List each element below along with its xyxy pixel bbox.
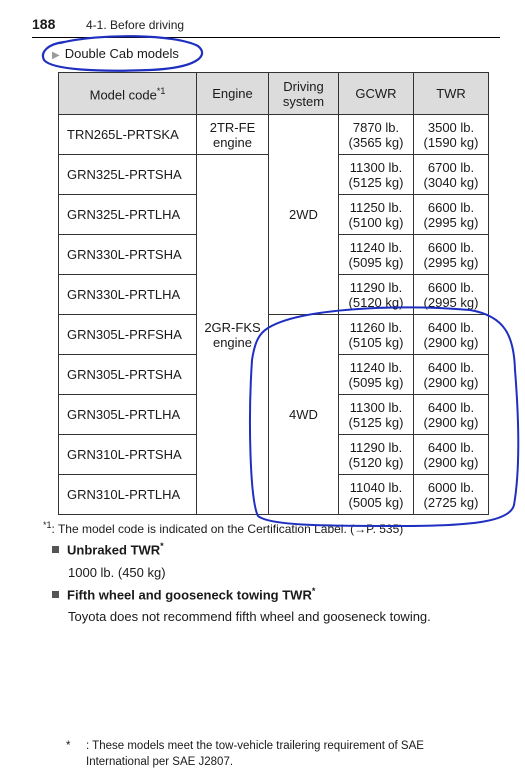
gcwr-cell: 11240 lb. (5095 kg) — [339, 355, 414, 395]
fifth-wheel-heading: Fifth wheel and gooseneck towing TWR* — [52, 586, 315, 602]
col-header-gcwr: GCWR — [339, 73, 414, 115]
triangle-bullet-icon: ▶ — [52, 50, 60, 61]
col-header-model-code: Model code$^{*1}$ — [59, 73, 197, 115]
model-code-footnote — [43, 520, 403, 536]
model-code-cell: GRN325L-PRTSHA — [59, 155, 197, 195]
gcwr-cell: 11300 lb. (5125 kg) — [339, 395, 414, 435]
fifth-wheel-text: Toyota does not recommend fifth wheel and gooseneck towing. — [68, 609, 431, 624]
model-code-cell: TRN265L-PRTSKA — [59, 115, 197, 155]
footnote-marker: *1 — [156, 86, 166, 97]
footnote-marker: *1 — [43, 520, 52, 530]
table-row — [59, 115, 489, 155]
unbraked-twr-heading: Unbraked TWR* — [52, 541, 164, 557]
twr-cell: 6400 lb. (2900 kg) — [414, 395, 489, 435]
gcwr-cell: 11300 lb. (5125 kg) — [339, 155, 414, 195]
header-rule — [32, 37, 500, 38]
towing-capacity-table — [58, 72, 489, 515]
engine-cell: 2TR-FE engine — [197, 115, 269, 155]
model-code-cell: GRN305L-PRFSHA — [59, 315, 197, 355]
model-code-cell: GRN330L-PRTLHA — [59, 275, 197, 315]
model-code-cell: GRN310L-PRTLHA — [59, 475, 197, 515]
twr-cell: 6600 lb. (2995 kg) — [414, 275, 489, 315]
twr-cell: 6400 lb. (2900 kg) — [414, 435, 489, 475]
footnote-marker: * — [311, 586, 316, 596]
subsection-heading — [52, 46, 179, 61]
drive-cell: 4WD — [269, 315, 339, 515]
twr-cell: 6400 lb. (2900 kg) — [414, 315, 489, 355]
square-bullet-icon — [52, 591, 59, 598]
unbraked-twr-value: 1000 lb. (450 kg) — [68, 565, 166, 580]
footnote-marker: * — [160, 541, 164, 551]
model-code-cell: GRN305L-PRTLHA — [59, 395, 197, 435]
table-header-row — [59, 73, 489, 115]
col-header-engine: Engine — [197, 73, 269, 115]
gcwr-cell: 11260 lb. (5105 kg) — [339, 315, 414, 355]
table-row — [59, 315, 489, 355]
gcwr-cell: 11290 lb. (5120 kg) — [339, 275, 414, 315]
gcwr-cell: 11290 lb. (5120 kg) — [339, 435, 414, 475]
twr-cell: 6700 lb. (3040 kg) — [414, 155, 489, 195]
gcwr-cell: 11040 lb. (5005 kg) — [339, 475, 414, 515]
square-bullet-icon — [52, 546, 59, 553]
sae-footnote-text: : These models meet the tow-vehicle trailering requirement of SAE International per SAE J2807. — [86, 740, 424, 768]
footnote-text: : The model code is indicated on the Certification Label. (→P. 535) — [51, 522, 404, 536]
model-code-cell: GRN310L-PRTSHA — [59, 435, 197, 475]
sae-footnote — [66, 738, 486, 770]
twr-cell: 6400 lb. (2900 kg) — [414, 355, 489, 395]
subsection-title: Double Cab models — [64, 46, 179, 61]
model-code-cell: GRN305L-PRTSHA — [59, 355, 197, 395]
gcwr-cell: 7870 lb. (3565 kg) — [339, 115, 414, 155]
model-code-cell: GRN330L-PRTSHA — [59, 235, 197, 275]
twr-cell: 6600 lb. (2995 kg) — [414, 235, 489, 275]
footnote-marker: * — [66, 740, 71, 752]
col-header-twr: TWR — [414, 73, 489, 115]
model-code-cell: GRN325L-PRTLHA — [59, 195, 197, 235]
engine-cell: 2GR-FKS engine — [197, 155, 269, 515]
twr-cell: 6000 lb. (2725 kg) — [414, 475, 489, 515]
drive-cell: 2WD — [269, 115, 339, 315]
gcwr-cell: 11240 lb. (5095 kg) — [339, 235, 414, 275]
twr-cell: 6600 lb. (2995 kg) — [414, 195, 489, 235]
page-header — [32, 14, 500, 38]
page-number: 188 — [32, 16, 56, 32]
gcwr-cell: 11250 lb. (5100 kg) — [339, 195, 414, 235]
col-header-driving-system: Driving system — [269, 73, 339, 115]
section-title: 4-1. Before driving — [86, 18, 185, 32]
twr-cell: 3500 lb. (1590 kg) — [414, 115, 489, 155]
